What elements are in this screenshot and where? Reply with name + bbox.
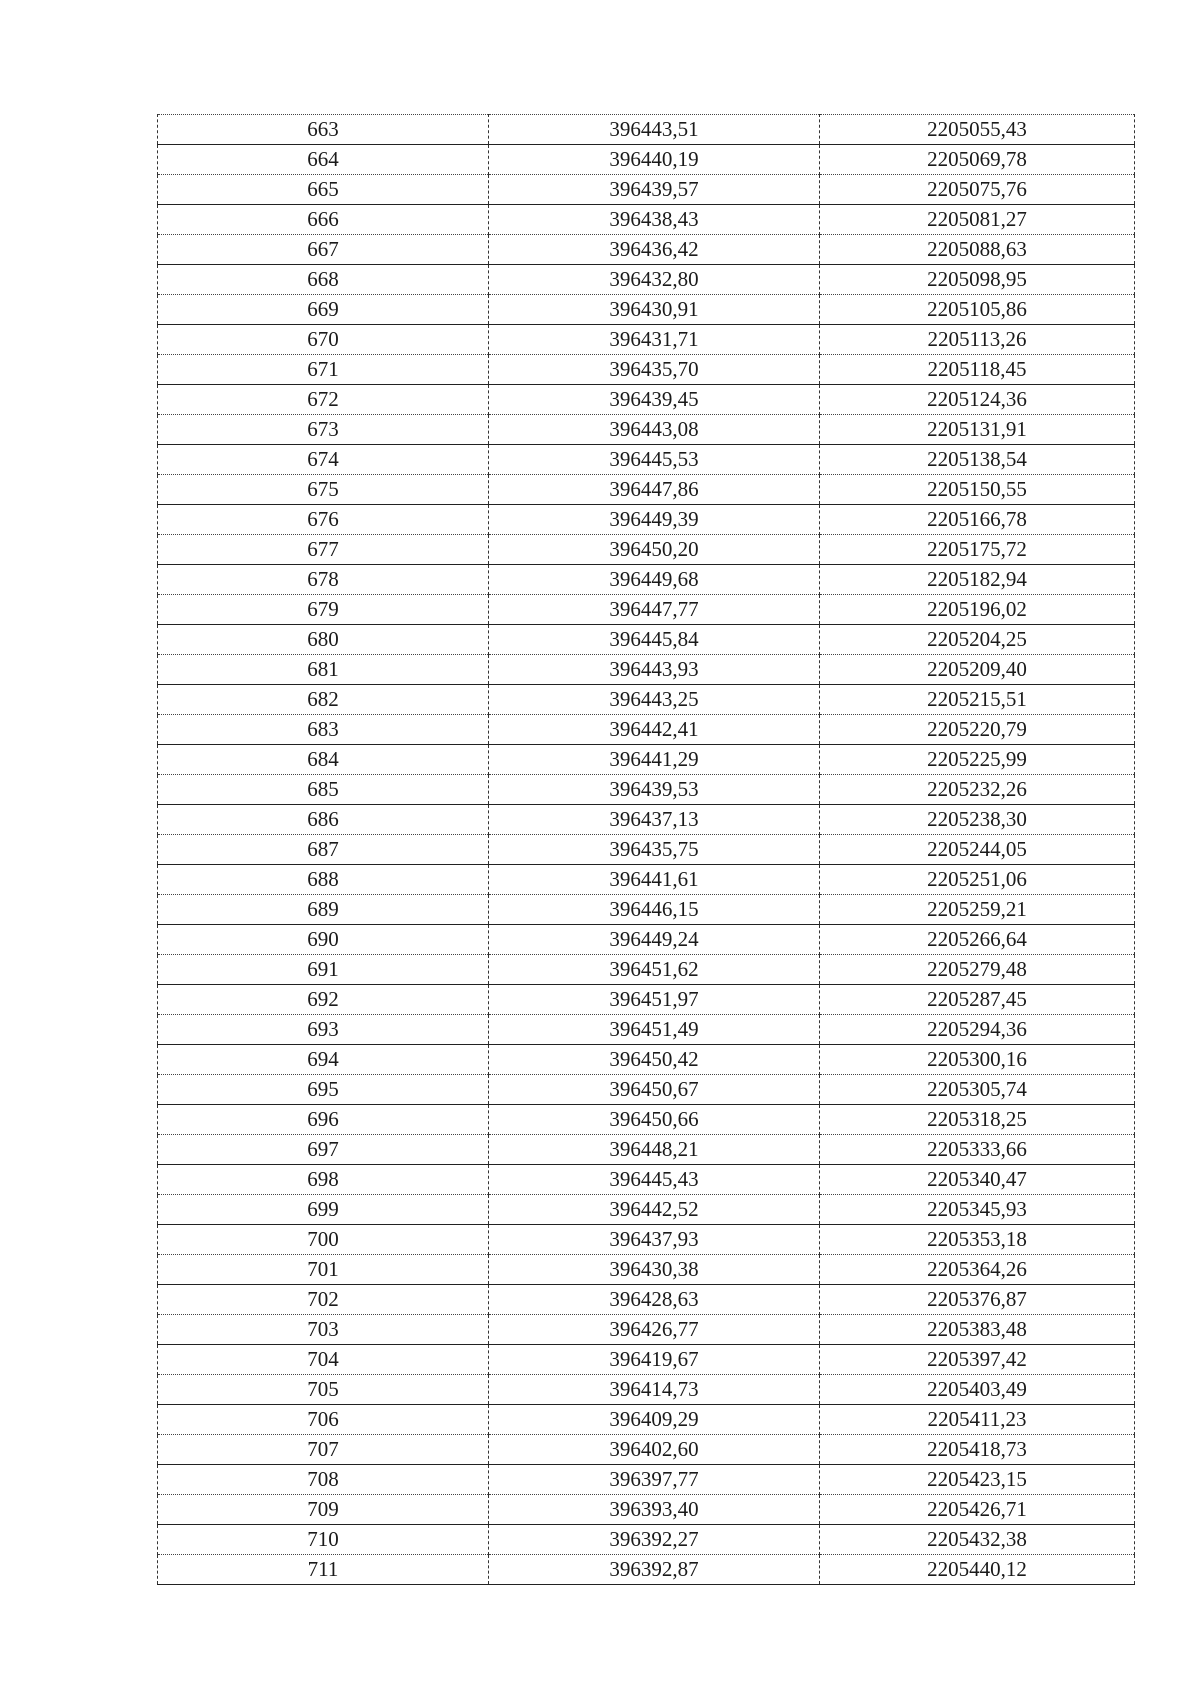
coordinates-table (157, 114, 1135, 1585)
table-row (158, 145, 1135, 175)
x-coordinate-cell: 396443,93 (489, 655, 820, 685)
y-coordinate-cell: 2205364,26 (820, 1255, 1135, 1285)
x-coordinate-cell: 396426,77 (489, 1315, 820, 1345)
x-coordinate-cell: 396449,39 (489, 505, 820, 535)
y-coordinate-cell: 2205418,73 (820, 1435, 1135, 1465)
point-number-cell: 700 (158, 1225, 489, 1255)
y-coordinate-cell: 2205232,26 (820, 775, 1135, 805)
table-row (158, 115, 1135, 145)
x-coordinate-cell: 396448,21 (489, 1135, 820, 1165)
point-number-cell: 682 (158, 685, 489, 715)
y-coordinate-cell: 2205204,25 (820, 625, 1135, 655)
point-number-cell: 678 (158, 565, 489, 595)
y-coordinate-cell: 2205215,51 (820, 685, 1135, 715)
y-coordinate-cell: 2205124,36 (820, 385, 1135, 415)
x-coordinate-cell: 396450,20 (489, 535, 820, 565)
x-coordinate-cell: 396435,75 (489, 835, 820, 865)
y-coordinate-cell: 2205266,64 (820, 925, 1135, 955)
table-row (158, 775, 1135, 805)
point-number-cell: 673 (158, 415, 489, 445)
y-coordinate-cell: 2205088,63 (820, 235, 1135, 265)
x-coordinate-cell: 396430,91 (489, 295, 820, 325)
x-coordinate-cell: 396428,63 (489, 1285, 820, 1315)
y-coordinate-cell: 2205150,55 (820, 475, 1135, 505)
point-number-cell: 698 (158, 1165, 489, 1195)
point-number-cell: 671 (158, 355, 489, 385)
table-row (158, 205, 1135, 235)
y-coordinate-cell: 2205300,16 (820, 1045, 1135, 1075)
point-number-cell: 670 (158, 325, 489, 355)
point-number-cell: 676 (158, 505, 489, 535)
y-coordinate-cell: 2205166,78 (820, 505, 1135, 535)
x-coordinate-cell: 396437,13 (489, 805, 820, 835)
y-coordinate-cell: 2205318,25 (820, 1105, 1135, 1135)
y-coordinate-cell: 2205376,87 (820, 1285, 1135, 1315)
y-coordinate-cell: 2205182,94 (820, 565, 1135, 595)
table-row (158, 1135, 1135, 1165)
x-coordinate-cell: 396451,97 (489, 985, 820, 1015)
table-row (158, 565, 1135, 595)
table-row (158, 955, 1135, 985)
point-number-cell: 694 (158, 1045, 489, 1075)
table-row (158, 1375, 1135, 1405)
point-number-cell: 680 (158, 625, 489, 655)
point-number-cell: 686 (158, 805, 489, 835)
table-row (158, 895, 1135, 925)
table-row (158, 295, 1135, 325)
y-coordinate-cell: 2205113,26 (820, 325, 1135, 355)
y-coordinate-cell: 2205105,86 (820, 295, 1135, 325)
point-number-cell: 709 (158, 1495, 489, 1525)
y-coordinate-cell: 2205259,21 (820, 895, 1135, 925)
point-number-cell: 688 (158, 865, 489, 895)
point-number-cell: 685 (158, 775, 489, 805)
point-number-cell: 706 (158, 1405, 489, 1435)
x-coordinate-cell: 396440,19 (489, 145, 820, 175)
table-row (158, 475, 1135, 505)
x-coordinate-cell: 396392,27 (489, 1525, 820, 1555)
point-number-cell: 675 (158, 475, 489, 505)
point-number-cell: 696 (158, 1105, 489, 1135)
x-coordinate-cell: 396443,25 (489, 685, 820, 715)
point-number-cell: 674 (158, 445, 489, 475)
x-coordinate-cell: 396393,40 (489, 1495, 820, 1525)
y-coordinate-cell: 2205098,95 (820, 265, 1135, 295)
point-number-cell: 679 (158, 595, 489, 625)
table-row (158, 325, 1135, 355)
y-coordinate-cell: 2205220,79 (820, 715, 1135, 745)
table-row (158, 415, 1135, 445)
point-number-cell: 666 (158, 205, 489, 235)
y-coordinate-cell: 2205175,72 (820, 535, 1135, 565)
y-coordinate-cell: 2205353,18 (820, 1225, 1135, 1255)
y-coordinate-cell: 2205345,93 (820, 1195, 1135, 1225)
point-number-cell: 711 (158, 1555, 489, 1585)
x-coordinate-cell: 396450,67 (489, 1075, 820, 1105)
y-coordinate-cell: 2205294,36 (820, 1015, 1135, 1045)
x-coordinate-cell: 396435,70 (489, 355, 820, 385)
y-coordinate-cell: 2205118,45 (820, 355, 1135, 385)
x-coordinate-cell: 396436,42 (489, 235, 820, 265)
y-coordinate-cell: 2205333,66 (820, 1135, 1135, 1165)
point-number-cell: 669 (158, 295, 489, 325)
point-number-cell: 692 (158, 985, 489, 1015)
table-row (158, 1165, 1135, 1195)
table-row (158, 1225, 1135, 1255)
table-row (158, 1105, 1135, 1135)
point-number-cell: 704 (158, 1345, 489, 1375)
table-row (158, 445, 1135, 475)
table-row (158, 535, 1135, 565)
x-coordinate-cell: 396445,53 (489, 445, 820, 475)
table-row (158, 235, 1135, 265)
point-number-cell: 667 (158, 235, 489, 265)
x-coordinate-cell: 396449,24 (489, 925, 820, 955)
point-number-cell: 689 (158, 895, 489, 925)
table-row (158, 1015, 1135, 1045)
table-row (158, 1045, 1135, 1075)
y-coordinate-cell: 2205075,76 (820, 175, 1135, 205)
y-coordinate-cell: 2205279,48 (820, 955, 1135, 985)
point-number-cell: 687 (158, 835, 489, 865)
y-coordinate-cell: 2205069,78 (820, 145, 1135, 175)
point-number-cell: 663 (158, 115, 489, 145)
table-row (158, 925, 1135, 955)
point-number-cell: 697 (158, 1135, 489, 1165)
x-coordinate-cell: 396397,77 (489, 1465, 820, 1495)
x-coordinate-cell: 396445,84 (489, 625, 820, 655)
table-row (158, 1315, 1135, 1345)
x-coordinate-cell: 396441,29 (489, 745, 820, 775)
point-number-cell: 690 (158, 925, 489, 955)
y-coordinate-cell: 2205081,27 (820, 205, 1135, 235)
point-number-cell: 665 (158, 175, 489, 205)
x-coordinate-cell: 396443,51 (489, 115, 820, 145)
x-coordinate-cell: 396442,52 (489, 1195, 820, 1225)
table-row (158, 625, 1135, 655)
table-row (158, 1345, 1135, 1375)
point-number-cell: 684 (158, 745, 489, 775)
y-coordinate-cell: 2205411,23 (820, 1405, 1135, 1435)
x-coordinate-cell: 396437,93 (489, 1225, 820, 1255)
point-number-cell: 683 (158, 715, 489, 745)
point-number-cell: 707 (158, 1435, 489, 1465)
table-row (158, 805, 1135, 835)
table-row (158, 355, 1135, 385)
y-coordinate-cell: 2205055,43 (820, 115, 1135, 145)
table-row (158, 715, 1135, 745)
y-coordinate-cell: 2205403,49 (820, 1375, 1135, 1405)
table-row (158, 985, 1135, 1015)
x-coordinate-cell: 396392,87 (489, 1555, 820, 1585)
table-row (158, 1555, 1135, 1585)
y-coordinate-cell: 2205426,71 (820, 1495, 1135, 1525)
point-number-cell: 693 (158, 1015, 489, 1045)
table-row (158, 685, 1135, 715)
table-row (158, 265, 1135, 295)
table-row (158, 1495, 1135, 1525)
y-coordinate-cell: 2205432,38 (820, 1525, 1135, 1555)
point-number-cell: 691 (158, 955, 489, 985)
point-number-cell: 699 (158, 1195, 489, 1225)
x-coordinate-cell: 396449,68 (489, 565, 820, 595)
y-coordinate-cell: 2205251,06 (820, 865, 1135, 895)
y-coordinate-cell: 2205383,48 (820, 1315, 1135, 1345)
point-number-cell: 677 (158, 535, 489, 565)
point-number-cell: 702 (158, 1285, 489, 1315)
x-coordinate-cell: 396431,71 (489, 325, 820, 355)
table-row (158, 1525, 1135, 1555)
table-row (158, 1255, 1135, 1285)
table-row (158, 505, 1135, 535)
x-coordinate-cell: 396432,80 (489, 265, 820, 295)
table-row (158, 1075, 1135, 1105)
coordinates-table-body (158, 115, 1135, 1585)
y-coordinate-cell: 2205423,15 (820, 1465, 1135, 1495)
x-coordinate-cell: 396402,60 (489, 1435, 820, 1465)
y-coordinate-cell: 2205238,30 (820, 805, 1135, 835)
y-coordinate-cell: 2205305,74 (820, 1075, 1135, 1105)
point-number-cell: 703 (158, 1315, 489, 1345)
x-coordinate-cell: 396447,86 (489, 475, 820, 505)
y-coordinate-cell: 2205138,54 (820, 445, 1135, 475)
y-coordinate-cell: 2205225,99 (820, 745, 1135, 775)
table-row (158, 385, 1135, 415)
x-coordinate-cell: 396451,49 (489, 1015, 820, 1045)
point-number-cell: 708 (158, 1465, 489, 1495)
table-row (158, 1465, 1135, 1495)
x-coordinate-cell: 396439,53 (489, 775, 820, 805)
x-coordinate-cell: 396443,08 (489, 415, 820, 445)
point-number-cell: 668 (158, 265, 489, 295)
x-coordinate-cell: 396445,43 (489, 1165, 820, 1195)
point-number-cell: 705 (158, 1375, 489, 1405)
point-number-cell: 695 (158, 1075, 489, 1105)
x-coordinate-cell: 396414,73 (489, 1375, 820, 1405)
table-row (158, 1405, 1135, 1435)
y-coordinate-cell: 2205397,42 (820, 1345, 1135, 1375)
table-row (158, 1285, 1135, 1315)
point-number-cell: 664 (158, 145, 489, 175)
point-number-cell: 672 (158, 385, 489, 415)
x-coordinate-cell: 396446,15 (489, 895, 820, 925)
point-number-cell: 681 (158, 655, 489, 685)
table-row (158, 745, 1135, 775)
x-coordinate-cell: 396441,61 (489, 865, 820, 895)
table-row (158, 655, 1135, 685)
x-coordinate-cell: 396451,62 (489, 955, 820, 985)
x-coordinate-cell: 396450,42 (489, 1045, 820, 1075)
y-coordinate-cell: 2205287,45 (820, 985, 1135, 1015)
y-coordinate-cell: 2205209,40 (820, 655, 1135, 685)
y-coordinate-cell: 2205131,91 (820, 415, 1135, 445)
y-coordinate-cell: 2205340,47 (820, 1165, 1135, 1195)
table-row (158, 865, 1135, 895)
x-coordinate-cell: 396439,57 (489, 175, 820, 205)
x-coordinate-cell: 396430,38 (489, 1255, 820, 1285)
x-coordinate-cell: 396447,77 (489, 595, 820, 625)
point-number-cell: 701 (158, 1255, 489, 1285)
point-number-cell: 710 (158, 1525, 489, 1555)
x-coordinate-cell: 396438,43 (489, 205, 820, 235)
table-row (158, 1435, 1135, 1465)
table-row (158, 1195, 1135, 1225)
y-coordinate-cell: 2205196,02 (820, 595, 1135, 625)
table-row (158, 835, 1135, 865)
x-coordinate-cell: 396409,29 (489, 1405, 820, 1435)
x-coordinate-cell: 396442,41 (489, 715, 820, 745)
x-coordinate-cell: 396439,45 (489, 385, 820, 415)
table-row (158, 595, 1135, 625)
y-coordinate-cell: 2205244,05 (820, 835, 1135, 865)
y-coordinate-cell: 2205440,12 (820, 1555, 1135, 1585)
table-row (158, 175, 1135, 205)
x-coordinate-cell: 396419,67 (489, 1345, 820, 1375)
x-coordinate-cell: 396450,66 (489, 1105, 820, 1135)
